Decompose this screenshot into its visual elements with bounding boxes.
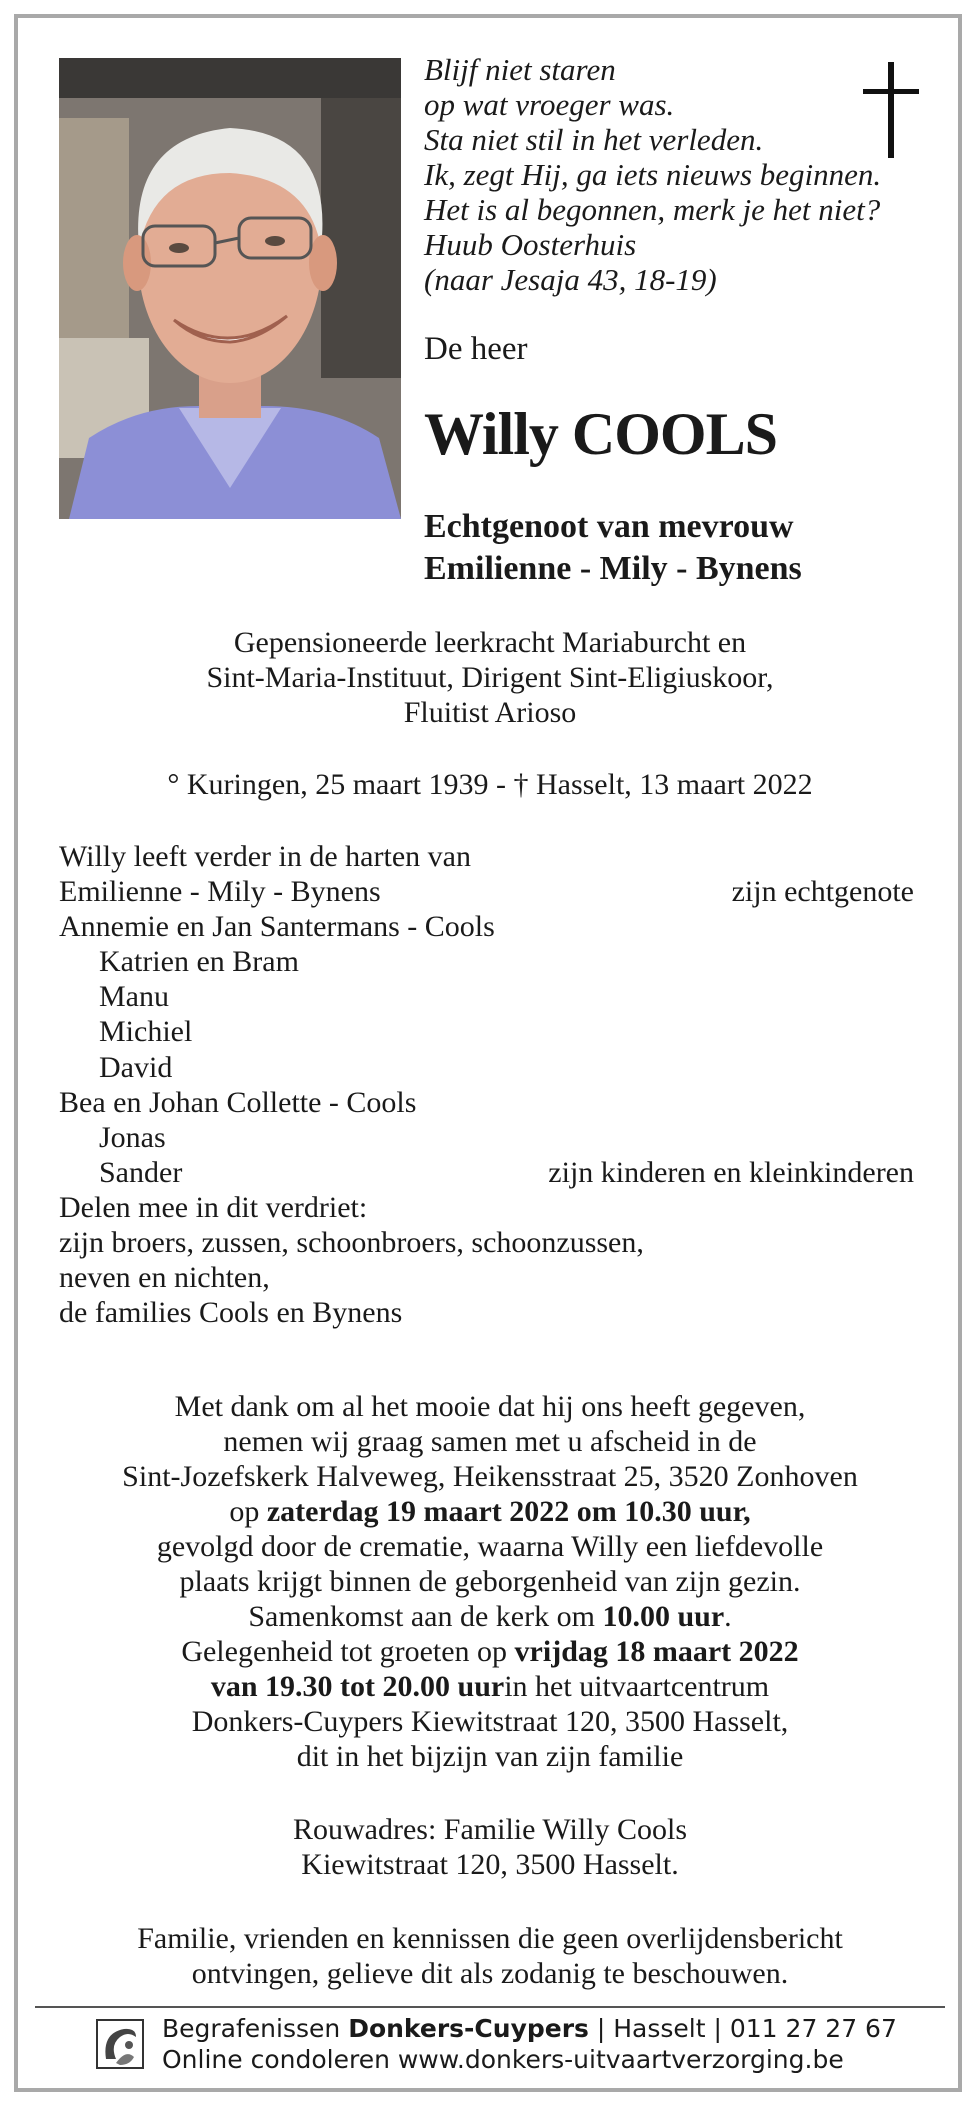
- grandchild-name: Jonas: [99, 1120, 166, 1154]
- service-line: Met dank om al het mooie dat hij ons heeft gegeven,: [174, 1390, 806, 1423]
- service-line: dit in het bijzijn van zijn familie: [296, 1740, 684, 1773]
- service-datetime: [30, 1494, 950, 1529]
- sharing-intro: Delen mee in dit verdriet:: [59, 1190, 368, 1224]
- notice-line: Familie, vrienden en kennissen die geen overlijdensbericht: [137, 1922, 843, 1955]
- occupation-line: Sint-Maria-Instituut, Dirigent Sint-Eligiuskoor,: [206, 661, 774, 694]
- family-row-spouse: [59, 874, 917, 909]
- notice: [40, 1921, 940, 1991]
- sharing-line: zijn broers, zussen, schoonbroers, schoonzussen,: [59, 1226, 644, 1260]
- service-line: gevolgd door de crematie, waarna Willy een liefdevolle: [156, 1530, 824, 1563]
- visitation-time-bold: van 19.30 tot 20.00 uur: [210, 1670, 505, 1703]
- gathering-time: [30, 1599, 950, 1634]
- grandchild-name: Michiel: [99, 1015, 193, 1049]
- service-line: nemen wij graag samen met u afscheid in de: [223, 1425, 757, 1458]
- funeral-center-address: Donkers-Cuypers Kiewitstraat 120, 3500 Hasselt,: [191, 1705, 789, 1738]
- cross-icon: [863, 62, 919, 163]
- spouse-name: Emilienne - Mily - Bynens: [59, 875, 381, 909]
- family-intro: Willy leeft verder in de harten van: [59, 840, 471, 873]
- poem-line: Blijf niet staren: [424, 52, 616, 87]
- church-address: Sint-Jozefskerk Halveweg, Heikensstraat 25, 3520 Zonhoven: [122, 1460, 858, 1493]
- family-row-last-grandchild: [59, 1155, 917, 1190]
- service-details: [30, 1389, 950, 1774]
- service-text: .: [724, 1600, 732, 1633]
- mourning-address: [40, 1812, 940, 1882]
- children-relation: zijn kinderen en kleinkinderen: [548, 1155, 914, 1189]
- poem-line: op wat vroeger was.: [424, 87, 675, 122]
- poem-line: Sta niet stil in het verleden.: [424, 122, 764, 157]
- footer-company-line: [162, 2013, 897, 2044]
- grandchild-name: David: [99, 1050, 173, 1084]
- service-text: op: [229, 1495, 267, 1528]
- visitation-date-bold: vrijdag 18 maart 2022: [514, 1635, 799, 1668]
- visitation-time: [30, 1669, 950, 1704]
- sharing-line: de families Cools en Bynens: [59, 1296, 403, 1330]
- visitation-date: [30, 1634, 950, 1669]
- sharing-line: neven en nichten,: [59, 1261, 270, 1295]
- birth-death-dates: ° Kuringen, 25 maart 1939 - † Hasselt, 13 maart 2022: [167, 768, 813, 801]
- notice-line: ontvingen, gelieve dit als zodanig te beschouwen.: [191, 1957, 789, 1990]
- company-name: Donkers-Cuypers: [348, 2014, 589, 2043]
- child-name: Annemie en Jan Santermans - Cools: [59, 910, 495, 944]
- portrait-photo: [59, 58, 401, 519]
- deceased-name: Willy COOLS: [424, 401, 777, 467]
- service-text: Gelegenheid tot groeten op: [181, 1635, 515, 1668]
- footer-divider: [35, 2006, 945, 2008]
- family-list: [59, 839, 917, 1330]
- poem: [424, 52, 882, 297]
- address-line: Kiewitstraat 120, 3500 Hasselt.: [301, 1848, 679, 1881]
- funeral-home-logo-icon: [96, 2019, 144, 2074]
- grandchild-name: Manu: [99, 980, 169, 1014]
- service-line: plaats krijgt binnen de geborgenheid van zijn gezin.: [179, 1565, 801, 1598]
- gathering-time-bold: 10.00 uur: [602, 1600, 725, 1633]
- footer-text: Begrafenissen: [162, 2014, 349, 2043]
- poem-author: Huub Oosterhuis: [424, 227, 637, 262]
- title-prefix: De heer: [424, 331, 528, 367]
- spouse-line: Echtgenoot van mevrouw: [424, 508, 794, 545]
- occupation: [40, 625, 940, 730]
- grandchild-name: Sander: [99, 1155, 183, 1189]
- service-text: in het uitvaartcentrum: [504, 1670, 770, 1703]
- spouse-line: Emilienne - Mily - Bynens: [424, 550, 802, 587]
- grandchild-name: Katrien en Bram: [99, 945, 299, 979]
- child-name: Bea en Johan Collette - Cools: [59, 1085, 417, 1119]
- footer-website-line: Online condoleren www.donkers-uitvaartverzorging.be: [162, 2045, 844, 2074]
- occupation-line: Fluitist Arioso: [403, 696, 577, 729]
- spouse-reference: [424, 506, 802, 590]
- address-line: Rouwadres: Familie Willy Cools: [292, 1813, 688, 1846]
- spouse-relation: zijn echtgenote: [731, 875, 914, 909]
- poem-line: Het is al begonnen, merk je het niet?: [424, 192, 881, 227]
- footer: [162, 2013, 897, 2075]
- footer-contact: | Hasselt | 011 27 27 67: [588, 2014, 897, 2043]
- service-text: Samenkomst aan de kerk om: [248, 1600, 603, 1633]
- occupation-line: Gepensioneerde leerkracht Mariaburcht en: [233, 626, 747, 659]
- poem-line: Ik, zegt Hij, ga iets nieuws beginnen.: [424, 157, 882, 192]
- poem-source: (naar Jesaja 43, 18-19): [424, 262, 717, 297]
- service-date-bold: zaterdag 19 maart 2022 om 10.30 uur,: [266, 1495, 751, 1528]
